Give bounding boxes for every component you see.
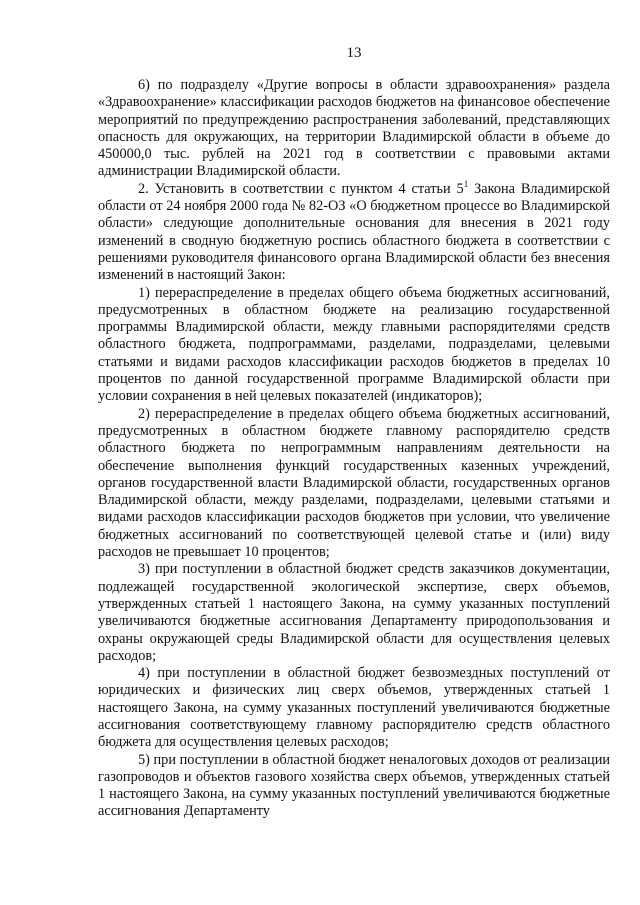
paragraph-subitem-4: 4) при поступлении в областной бюджет безвозмездных поступлений от юридических и физических лиц сверх объемов, утвержденных статьей 1 настоящего Закона, на сумму указанных поступлений увеличиваются бюджетные ассигнования соответствующему главному распорядителю средств областного бюджета для осуществления целевых расходов;	[98, 665, 610, 751]
clause-2-body: Закона Владимирской области от 24 ноября 2000 года № 82-ОЗ «О бюджетном процессе во Владимирской области» следующие дополнительные основания для внесения в 2021 году изменений в сводную бюджетную роспись областного бюджета в соответствии с решениями руководителя финансового органа Владимирской области без внесения изменений в настоящий Закон:	[98, 180, 610, 284]
paragraph-subitem-1: 1) перераспределение в пределах общего объема бюджетных ассигнований, предусмотренных в областном бюджете на реализацию государственной программы Владимирской области, между главными распорядителями средств областного бюджета, подпрограммами, разделами, подразделами, целевыми статьями и видами расходов классификации расходов бюджетов в пределах 10 процентов по данной государственной программе Владимирской области при условии сохранения в ней целевых показателей (индикаторов);	[98, 284, 610, 405]
clause-2-intro: 2. Установить в соответствии с пунктом 4 статьи 5	[138, 180, 464, 197]
paragraph-subitem-2: 2) перераспределение в пределах общего объема бюджетных ассигнований, предусмотренных в областном бюджете главному распорядителю средств областного бюджета по непрограммным направлениям деятельности на обеспечение выполнения функций государственных казенных учреждений, органов государственной власти Владимирской области, государственных органов Владимирской области, между разделами, подразделами, целевыми статьями и видами расходов классификации расходов бюджетов при условии, что увеличение бюджетных ассигнований по соответствующей целевой статье и (или) виду расходов не превышает 10 процентов;	[98, 405, 610, 561]
paragraph-item-6: 6) по подразделу «Другие вопросы в области здравоохранения» раздела «Здравоохранение» классификации расходов бюджетов на финансовое обеспечение мероприятий по предупреждению распространения заболеваний, представляющих опасность для окружающих, на территории Владимирской области в объеме до 450000,0 тыс. рублей на 2021 год в соответствии с правовыми актами администрации Владимирской области.	[98, 77, 610, 180]
article-superscript: 1	[463, 179, 469, 190]
paragraph-subitem-5: 5) при поступлении в областной бюджет неналоговых доходов от реализации газопроводов и объектов газового хозяйства сверх объемов, утвержденных статьей 1 настоящего Закона, на сумму указанных поступлений увеличиваются бюджетные ассигнования Департаменту	[98, 751, 610, 820]
paragraph-clause-2	[98, 181, 610, 285]
paragraph-subitem-3: 3) при поступлении в областной бюджет средств заказчиков документации, подлежащей государственной экологической экспертизе, сверх объемов, утвержденных статьей 1 настоящего Закона, на сумму указанных поступлений увеличиваются бюджетные ассигнования Департаменту природопользования и охраны окружающей среды Владимирской области для осуществления целевых расходов;	[98, 561, 610, 664]
page-number: 13	[346, 45, 362, 61]
